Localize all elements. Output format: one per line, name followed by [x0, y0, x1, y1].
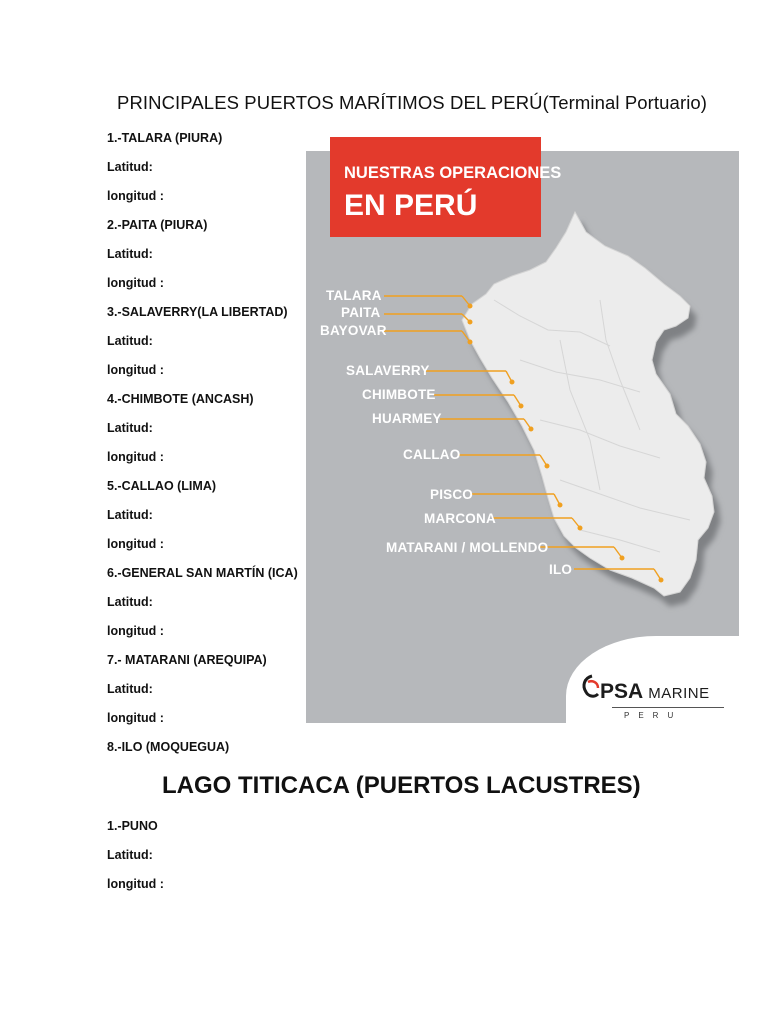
- marker-marcona: [578, 526, 582, 530]
- port-name: 6.-GENERAL SAN MARTÍN (ICA): [107, 566, 298, 580]
- longitude-label: longitud :: [107, 624, 164, 638]
- map-label-pisco: PISCO: [430, 487, 474, 502]
- operations-banner: [330, 137, 562, 237]
- map-label-bayovar: BAYOVAR: [320, 323, 387, 338]
- latitude-label: Latitud:: [107, 595, 153, 609]
- longitude-label: longitud :: [107, 877, 164, 891]
- map-label-salaverry: SALAVERRY: [346, 363, 430, 378]
- logo-psa: PSA: [600, 680, 643, 703]
- marker-callao: [545, 464, 549, 468]
- longitude-label: longitud :: [107, 189, 164, 203]
- port-name: 1.-TALARA (PIURA): [107, 131, 223, 145]
- map-label-talara: TALARA: [326, 288, 382, 303]
- longitude-label: longitud :: [107, 276, 164, 290]
- port-name: 7.- MATARANI (AREQUIPA): [107, 653, 267, 667]
- lake-section-title: LAGO TITICACA (PUERTOS LACUSTRES): [162, 772, 641, 799]
- logo-marine: MARINE: [648, 685, 710, 702]
- marker-chimbote: [519, 404, 523, 408]
- port-name: 2.-PAITA (PIURA): [107, 218, 208, 232]
- latitude-label: Latitud:: [107, 848, 153, 862]
- map-label-huarmey: HUARMEY: [372, 411, 442, 426]
- marker-talara: [468, 304, 472, 308]
- marker-huarmey: [529, 427, 533, 431]
- port-name: 3.-SALAVERRY(LA LIBERTAD): [107, 305, 288, 319]
- marker-ilo: [659, 578, 663, 582]
- banner-line-1: NUESTRAS OPERACIONES: [344, 164, 562, 182]
- marker-bayovar: [468, 340, 472, 344]
- logo-divider: [612, 707, 724, 708]
- peru-country-shape: [462, 212, 714, 596]
- logo-peru: PERU: [624, 711, 683, 720]
- map-label-marcona: MARCONA: [424, 511, 496, 526]
- latitude-label: Latitud:: [107, 160, 153, 174]
- map-label-paita: PAITA: [341, 305, 381, 320]
- banner-line-2: EN PERÚ: [344, 189, 478, 222]
- latitude-label: Latitud:: [107, 682, 153, 696]
- latitude-label: Latitud:: [107, 334, 153, 348]
- marker-matarani: [620, 556, 624, 560]
- longitude-label: longitud :: [107, 450, 164, 464]
- marker-pisco: [558, 503, 562, 507]
- document-title: PRINCIPALES PUERTOS MARÍTIMOS DEL PERÚ(Terminal Portuario): [117, 92, 708, 113]
- map-label-callao: CALLAO: [403, 447, 461, 462]
- port-name: 5.-CALLAO (LIMA): [107, 479, 217, 493]
- marker-paita: [468, 320, 472, 324]
- longitude-label: longitud :: [107, 537, 164, 551]
- logo-wordmark: [600, 680, 710, 704]
- marker-salaverry: [510, 380, 514, 384]
- port-name: 8.-ILO (MOQUEGUA): [107, 740, 230, 754]
- map-label-matarani: MATARANI / MOLLENDO: [386, 540, 549, 555]
- map-label-ilo: ILO: [549, 562, 573, 577]
- latitude-label: Latitud:: [107, 421, 153, 435]
- map-label-chimbote: CHIMBOTE: [362, 387, 436, 402]
- port-name: 4.-CHIMBOTE (ANCASH): [107, 392, 254, 406]
- port-name: 1.-PUNO: [107, 819, 158, 833]
- longitude-label: longitud :: [107, 711, 164, 725]
- longitude-label: longitud :: [107, 363, 164, 377]
- latitude-label: Latitud:: [107, 247, 153, 261]
- latitude-label: Latitud:: [107, 508, 153, 522]
